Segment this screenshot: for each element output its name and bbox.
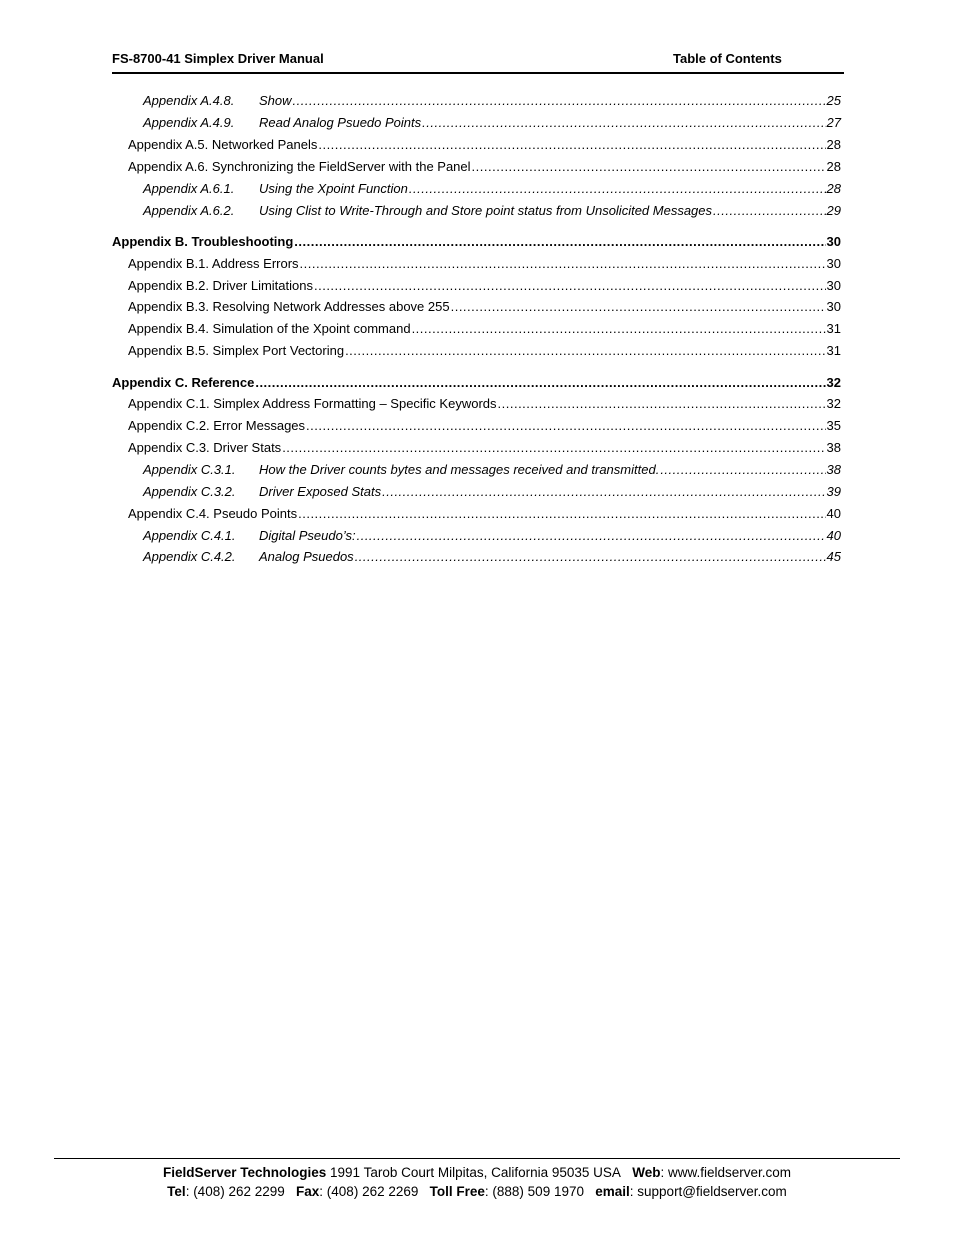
toc-page-number: 30 <box>826 299 841 314</box>
toc-page-number: 39 <box>826 484 841 499</box>
toc-entry-label <box>128 255 299 273</box>
toc-entry[interactable] <box>143 461 841 479</box>
toc-entry[interactable] <box>143 180 841 198</box>
toc-entry[interactable] <box>128 158 841 176</box>
toc-dot-leader <box>422 114 825 132</box>
toc-entry-code: Appendix A.6.1. <box>143 181 235 196</box>
toc-entry-text: Appendix C.3. Driver Stats <box>128 440 282 455</box>
toc-entry-label <box>128 277 313 295</box>
toc-entry-text: Appendix C.4. Pseudo Points <box>128 506 298 521</box>
toc-dot-leader <box>318 136 825 154</box>
toc-page-number: 35 <box>826 418 841 433</box>
toc-entry-text: Using Clist to Write-Through and Store point status from Unsolicited Messages <box>259 203 713 218</box>
footer-tollfree-label: Toll Free <box>429 1184 485 1199</box>
toc-entry[interactable] <box>112 374 841 392</box>
footer-line-1 <box>54 1163 900 1182</box>
toc-entry[interactable] <box>128 505 841 523</box>
toc-entry-text: Appendix B.3. Resolving Network Addresses above 255 <box>128 299 450 314</box>
toc-entry-label <box>128 136 317 154</box>
toc-entry-label <box>143 92 292 110</box>
toc-entry-label <box>128 417 305 435</box>
toc-page-number: 32 <box>826 375 841 390</box>
toc-entry-text: Analog Psuedos <box>259 549 354 564</box>
toc-entry-label <box>128 298 450 316</box>
toc-entry[interactable] <box>143 527 841 545</box>
toc-entry-label <box>128 342 344 360</box>
toc-dot-leader <box>382 483 825 501</box>
page-footer <box>54 1158 900 1201</box>
toc-dot-leader <box>472 158 826 176</box>
toc-entry-label <box>128 439 281 457</box>
toc-entry[interactable] <box>128 298 841 316</box>
toc-dot-leader <box>298 505 825 523</box>
toc-entry-label <box>143 548 354 566</box>
footer-company: FieldServer Technologies <box>162 1165 327 1180</box>
toc-page-number: 40 <box>826 506 841 521</box>
toc-entry[interactable] <box>128 255 841 273</box>
footer-tel: : (408) 262 2299 <box>185 1184 285 1199</box>
toc-page-number: 38 <box>826 440 841 455</box>
toc-entry[interactable] <box>143 483 841 501</box>
toc-page-number: 28 <box>826 159 841 174</box>
toc-dot-leader <box>306 417 826 435</box>
toc-dot-leader <box>355 548 826 566</box>
footer-email-label: email <box>595 1184 630 1199</box>
toc-dot-leader <box>451 298 826 316</box>
toc-entry[interactable] <box>112 233 841 251</box>
toc-entry-text: Appendix B.4. Simulation of the Xpoint command <box>128 321 411 336</box>
toc-entry-label <box>143 180 408 198</box>
toc-entry-text: Read Analog Psuedo Points <box>259 115 422 130</box>
toc-dot-leader <box>357 527 826 545</box>
toc-entry-text: Digital Pseudo’s: <box>259 528 356 543</box>
toc-entry-text: Appendix C. Reference <box>112 375 255 390</box>
footer-web-label: Web <box>632 1165 661 1180</box>
toc-entry-text: Show <box>259 93 292 108</box>
toc-entry-code: Appendix A.4.9. <box>143 115 235 130</box>
toc-page-number: 27 <box>826 115 841 130</box>
toc-entry-code: Appendix A.6.2. <box>143 203 235 218</box>
toc-page-number: 30 <box>826 278 841 293</box>
toc-entry[interactable] <box>143 548 841 566</box>
toc-entry-text: Appendix B.2. Driver Limitations <box>128 278 313 293</box>
toc-entry-text: Driver Exposed Stats <box>259 484 382 499</box>
toc-page-number: 31 <box>826 343 841 358</box>
footer-address: 1991 Tarob Court Milpitas, California 95035 USA <box>326 1165 621 1180</box>
toc-page-number: 30 <box>826 234 841 249</box>
toc-entry-code: Appendix C.4.1. <box>143 528 236 543</box>
toc-entry-text: Using the Xpoint Function <box>259 181 408 196</box>
toc-page-number: 32 <box>826 396 841 411</box>
toc-dot-leader <box>293 92 826 110</box>
toc-entry-text: Appendix C.1. Simplex Address Formatting – Specific Keywords <box>128 396 497 411</box>
toc-dot-leader <box>345 342 825 360</box>
toc-dot-leader <box>412 320 826 338</box>
toc-page-number: 28 <box>826 181 841 196</box>
toc-entry-code: Appendix A.4.8. <box>143 93 235 108</box>
footer-email: : support@fieldserver.com <box>629 1184 787 1199</box>
toc-entry-label <box>112 233 293 251</box>
toc-dot-leader <box>255 374 825 392</box>
toc-entry[interactable] <box>128 342 841 360</box>
toc-entry[interactable] <box>128 320 841 338</box>
toc-entry[interactable] <box>128 417 841 435</box>
toc-dot-leader <box>314 277 826 295</box>
toc-page-number: 30 <box>826 256 841 271</box>
toc-entry-label <box>143 202 712 220</box>
toc-entry-label <box>143 527 356 545</box>
toc-entry-text: Appendix B. Troubleshooting <box>112 234 294 249</box>
footer-fax: : (408) 262 2269 <box>319 1184 419 1199</box>
toc-entry-label <box>128 395 497 413</box>
footer-fax-label: Fax <box>296 1184 320 1199</box>
toc-entry[interactable] <box>143 202 841 220</box>
toc-entry-text: Appendix B.5. Simplex Port Vectoring <box>128 343 345 358</box>
footer-web: : www.fieldserver.com <box>660 1165 792 1180</box>
toc-dot-leader <box>660 461 825 479</box>
toc-dot-leader <box>498 395 826 413</box>
toc-entry-label <box>143 461 659 479</box>
toc-entry-label <box>128 505 297 523</box>
toc-dot-leader <box>713 202 826 220</box>
toc-page-number: 45 <box>826 549 841 564</box>
toc-entry-text: Appendix B.1. Address Errors <box>128 256 299 271</box>
toc-page-number: 31 <box>826 321 841 336</box>
toc-entry-text: How the Driver counts bytes and messages received and transmitted. <box>259 462 660 477</box>
toc-entry[interactable] <box>128 439 841 457</box>
page-header <box>112 50 844 74</box>
toc-page-number: 28 <box>826 137 841 152</box>
footer-tel-label: Tel <box>167 1184 186 1199</box>
toc-page-number: 38 <box>826 462 841 477</box>
toc-entry[interactable] <box>128 136 841 154</box>
toc-page-number: 25 <box>826 93 841 108</box>
document-title: FS-8700-41 Simplex Driver Manual <box>112 51 324 66</box>
toc-entry-label <box>128 320 411 338</box>
toc-entry-text: Appendix C.2. Error Messages <box>128 418 306 433</box>
toc-entry-label <box>143 483 381 501</box>
section-title: Table of Contents <box>673 51 782 66</box>
toc-dot-leader <box>409 180 826 198</box>
toc-entry-code: Appendix C.3.1. <box>143 462 236 477</box>
toc-page-number: 40 <box>826 528 841 543</box>
toc-entry-label <box>112 374 254 392</box>
toc-entry-code: Appendix C.4.2. <box>143 549 236 564</box>
toc-entry[interactable] <box>128 277 841 295</box>
toc-entry[interactable] <box>128 395 841 413</box>
footer-tollfree: : (888) 509 1970 <box>484 1184 584 1199</box>
toc-dot-leader <box>282 439 825 457</box>
toc-entry-text: Appendix A.5. Networked Panels <box>128 137 318 152</box>
toc-dot-leader <box>294 233 825 251</box>
toc-entry-code: Appendix C.3.2. <box>143 484 236 499</box>
toc-entry[interactable] <box>143 92 841 110</box>
toc-entry-label <box>143 114 421 132</box>
toc-dot-leader <box>300 255 826 273</box>
toc-entry[interactable] <box>143 114 841 132</box>
toc-entry-label <box>128 158 471 176</box>
footer-line-2 <box>54 1182 900 1201</box>
toc-entry-text: Appendix A.6. Synchronizing the FieldServer with the Panel <box>128 159 471 174</box>
toc-page-number: 29 <box>826 203 841 218</box>
